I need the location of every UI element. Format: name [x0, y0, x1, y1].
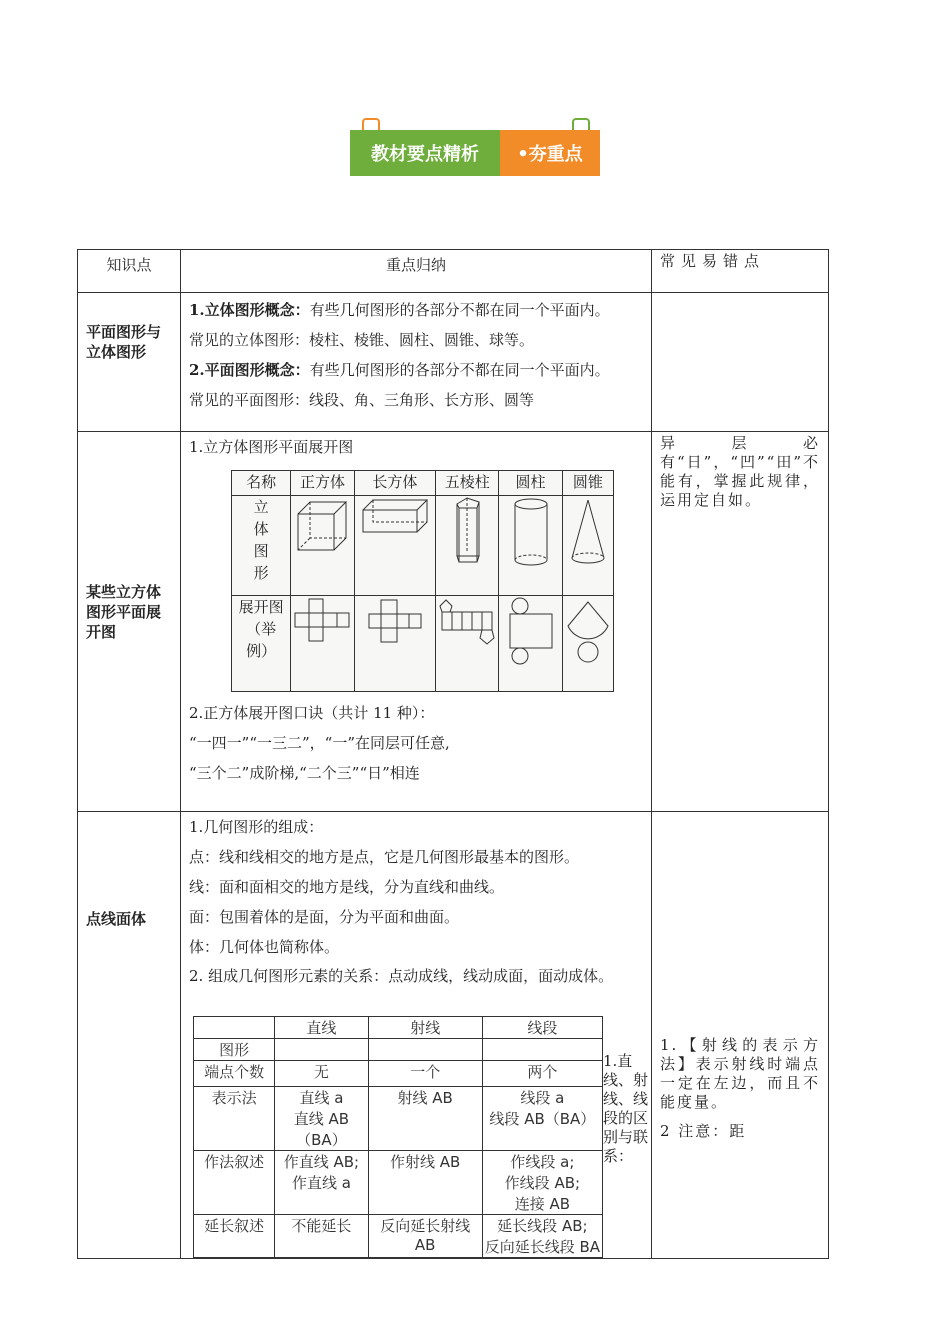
- mnemonic-line: “三个二”成阶梯,“二个三”“日”相连: [189, 764, 420, 782]
- table-row: [78, 432, 829, 812]
- cuboid-net-icon: [354, 596, 435, 692]
- lt-cell: [482, 1039, 602, 1061]
- mistake-note: 2 注意：距: [660, 1122, 747, 1140]
- mistake-cell: [652, 293, 829, 432]
- header-summary: 重点归纳: [181, 250, 652, 293]
- cube-net-icon: [291, 596, 354, 692]
- concept-title: 2.平面图形概念：: [189, 361, 310, 379]
- solid-row-label: [232, 496, 291, 596]
- lt-header: [194, 1017, 275, 1039]
- net-header: 长方体: [354, 471, 435, 496]
- lt-cell: 作射线 AB: [368, 1151, 482, 1215]
- net-row-text: 展开图（举例）: [238, 598, 284, 660]
- net-header: 正方体: [291, 471, 354, 496]
- cone-icon: [562, 496, 613, 596]
- lt-row-label: 端点个数: [194, 1061, 275, 1087]
- line-compare-label: 1.直线、射线、线段的区别与联系：: [603, 1052, 649, 1165]
- concept-title: 1.立体图形概念：: [189, 301, 310, 319]
- line-compare-table: [193, 1016, 603, 1258]
- pentagonal-prism-icon: [436, 496, 499, 596]
- summary-cell: [181, 432, 652, 812]
- header-mistakes-label: 常见易错点: [660, 252, 766, 270]
- lt-cell: [275, 1039, 369, 1061]
- lt-cell: 一个: [368, 1061, 482, 1087]
- topic-cell: [78, 812, 181, 1259]
- lt-cell: 两个: [482, 1061, 602, 1087]
- lt-cell: 不能延长: [275, 1215, 369, 1258]
- lt-cell: 延长线段 AB; 反向延长线段 BA: [482, 1215, 602, 1258]
- net-header: 圆锥: [562, 471, 613, 496]
- table-row: [78, 812, 829, 1259]
- table-row: [78, 293, 829, 432]
- lt-header: 射线: [368, 1017, 482, 1039]
- topic-label: 平面图形与立体图形: [86, 323, 162, 361]
- summary-table: [77, 249, 829, 1259]
- lt-row-label: 图形: [194, 1039, 275, 1061]
- relation-line: 2. 组成几何图形元素的关系：点动成线，线动成面，面动成体。: [189, 967, 614, 985]
- mistake-note: 1.【射线的表示方法】表示射线时端点一定在左边，而且不能度量。: [660, 1036, 820, 1111]
- mistake-cell: 异层必有“日”，“凹”“田”不能有，掌握此规律，运用定自如。: [652, 432, 829, 812]
- lt-cell: 反向延长射线 AB: [368, 1215, 482, 1258]
- mnemonic-title: 2.正方体展开图口诀（共计 11 种）：: [189, 704, 435, 722]
- lt-header: 线段: [482, 1017, 602, 1039]
- cylinder-icon: [499, 496, 562, 596]
- composition-line: 面：包围着体的是面，分为平面和曲面。: [189, 908, 460, 926]
- net-header: 圆柱: [499, 471, 562, 496]
- solid-row-text: 立体图形: [253, 498, 269, 582]
- cylinder-net-icon: [499, 596, 562, 692]
- concept-text: 有些几何图形的各部分不都在同一个平面内。: [309, 301, 610, 319]
- net-figure-table: [231, 470, 614, 692]
- lt-cell: [368, 1039, 482, 1061]
- topic-label: 某些立方体图形平面展开图: [86, 582, 162, 641]
- concept-text: 常见的平面图形：线段、角、三角形、长方形、圆等: [189, 391, 535, 409]
- table-header: [78, 250, 829, 293]
- composition-title: 1.几何图形的组成：: [189, 818, 324, 836]
- mnemonic-line: “一四一”“一三二”，“一”在同层可任意,: [189, 734, 450, 752]
- header-topic: 知识点: [78, 250, 181, 293]
- lt-cell: 射线 AB: [368, 1087, 482, 1151]
- cuboid-icon: [354, 496, 435, 596]
- banner-left: 教材要点精析: [350, 130, 500, 176]
- composition-line: 体：几何体也简称体。: [189, 938, 340, 956]
- lt-cell: 作线段 a; 作线段 AB; 连接 AB: [482, 1151, 602, 1215]
- net-header: 五棱柱: [436, 471, 499, 496]
- net-header: 名称: [232, 471, 291, 496]
- concept-text: 有些几何图形的各部分不都在同一个平面内。: [309, 361, 610, 379]
- concept-text: 常见的立体图形：棱柱、棱锥、圆柱、圆锥、球等。: [189, 331, 535, 349]
- summary-cell: [181, 293, 652, 432]
- section-banner: [350, 130, 600, 176]
- lt-cell: 线段 a 线段 AB（BA）: [482, 1087, 602, 1151]
- mistake-cell: [652, 812, 829, 1259]
- cube-icon: [291, 496, 354, 596]
- topic-cell: [78, 432, 181, 812]
- composition-line: 线：面和面相交的地方是线，分为直线和曲线。: [189, 878, 505, 896]
- prism-net-icon: [436, 596, 499, 692]
- lt-row-label: 表示法: [194, 1087, 275, 1151]
- lt-header: 直线: [275, 1017, 369, 1039]
- header-mistakes: [652, 250, 829, 293]
- topic-label: 点线面体: [86, 910, 147, 928]
- lt-cell: 作直线 AB; 作直线 a: [275, 1151, 369, 1215]
- lt-cell: 直线 a 直线 AB（BA）: [275, 1087, 369, 1151]
- net-row-label: [232, 596, 291, 692]
- topic-cell: [78, 293, 181, 432]
- summary-cell: [181, 812, 652, 1259]
- lt-cell: 无: [275, 1061, 369, 1087]
- lt-row-label: 作法叙述: [194, 1151, 275, 1215]
- net-intro: 1.立方体图形平面展开图: [189, 438, 354, 456]
- composition-line: 点：线和线相交的地方是点，它是几何图形最基本的图形。: [189, 848, 580, 866]
- lt-row-label: 延长叙述: [194, 1215, 275, 1258]
- cone-net-icon: [562, 596, 613, 692]
- line-compare-block: [193, 1016, 651, 1258]
- banner-right: •夯重点: [500, 130, 600, 176]
